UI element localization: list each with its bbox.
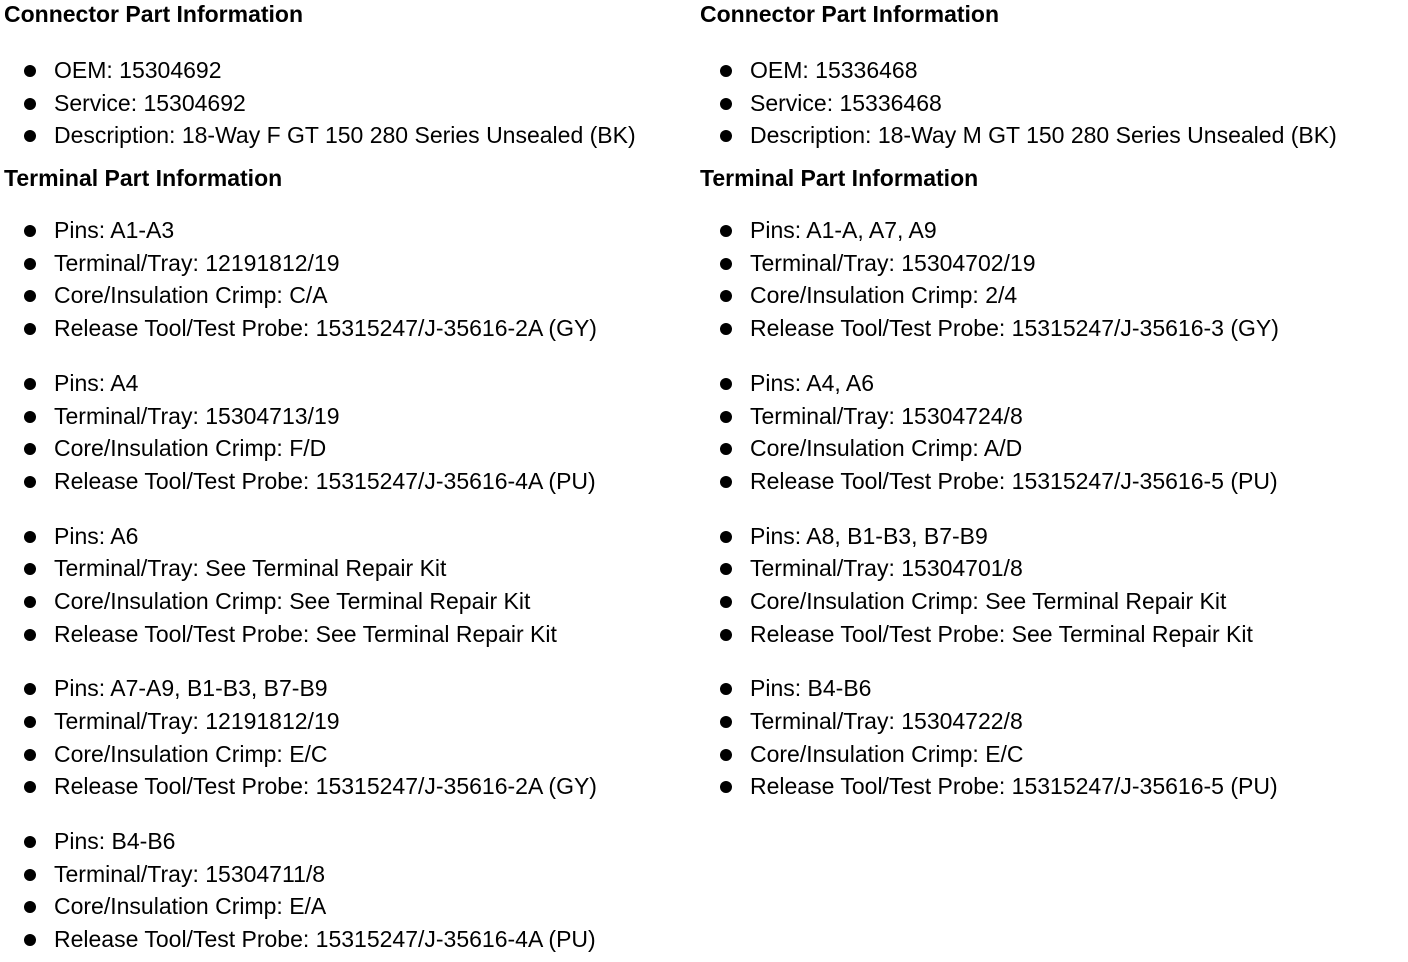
crimp-item [4,279,694,312]
pins-item [700,367,1400,400]
release-tool-item [4,770,694,803]
bullet-icon [720,323,732,335]
item-text: Service: 15304692 [54,89,246,116]
left-connector-column [4,0,694,956]
item-text: Core/Insulation Crimp: F/D [54,435,327,462]
terminal-group [700,672,1400,803]
connector-service-item [4,87,694,120]
release-tool-item [700,312,1400,345]
terminal-tray-item [700,247,1400,280]
bullet-icon [24,65,36,77]
item-text: Release Tool/Test Probe: 15315247/J-35616-4A (PU) [54,467,596,494]
bullet-icon [24,443,36,455]
terminal-tray-item [4,552,694,585]
bullet-icon [720,531,732,543]
bullet-icon [720,563,732,575]
bullet-icon [24,716,36,728]
item-text: Terminal/Tray: 12191812/19 [54,708,340,734]
item-text: Release Tool/Test Probe: 15315247/J-35616-3 (GY) [750,315,1279,342]
bullet-icon [24,869,36,881]
bullet-icon [24,781,36,793]
terminal-group [4,214,694,345]
pins-item [4,214,694,247]
item-text: Description: 18-Way F GT 150 280 Series Unsealed (BK) [54,122,636,149]
bullet-icon [720,716,732,728]
pins-item [4,367,694,400]
item-text: Pins: B4-B6 [750,675,872,702]
release-tool-item [4,465,694,498]
item-text: Release Tool/Test Probe: 15315247/J-35616-5 (PU) [750,773,1278,800]
item-text: Core/Insulation Crimp: A/D [750,435,1023,462]
bullet-icon [24,596,36,608]
terminal-group [700,367,1400,498]
bullet-icon [720,258,732,270]
item-text: Pins: A4, A6 [750,369,875,396]
connector-description-item [700,119,1400,152]
bullet-icon [24,378,36,390]
item-text: Release Tool/Test Probe: See Terminal Repair Kit [54,620,557,647]
item-text: Core/Insulation Crimp: 2/4 [750,282,1018,309]
crimp-item [4,432,694,465]
bullet-icon [720,596,732,608]
item-text: Terminal/Tray: See Terminal Repair Kit [54,555,447,582]
terminal-tray-item [4,705,694,738]
pins-item [4,520,694,553]
terminal-group [4,520,694,651]
release-tool-item [4,618,694,651]
pins-item [4,825,694,858]
item-text: OEM: 15304692 [54,57,222,83]
bullet-icon [24,323,36,335]
item-text: Terminal/Tray: 15304701/8 [750,555,1023,582]
item-text: Pins: A8, B1-B3, B7-B9 [750,522,988,549]
bullet-icon [24,563,36,575]
bullet-icon [24,98,36,110]
item-text: Terminal/Tray: 15304713/19 [54,402,340,429]
crimp-item [700,279,1400,312]
item-text: Terminal/Tray: 15304711/8 [54,860,326,887]
terminal-tray-item [4,858,694,891]
item-text: Terminal/Tray: 15304702/19 [750,249,1036,276]
terminal-tray-item [700,400,1400,433]
terminal-tray-item [4,400,694,433]
item-text: Core/Insulation Crimp: See Terminal Repair Kit [54,587,531,614]
crimp-item [4,890,694,923]
terminal-group [4,825,694,956]
connector-oem-item [700,54,1400,87]
bullet-icon [720,781,732,793]
bullet-icon [720,443,732,455]
item-text: Pins: A1-A3 [54,217,175,244]
bullet-icon [720,65,732,77]
bullet-icon [720,98,732,110]
bullet-icon [720,378,732,390]
terminal-group [700,214,1400,345]
item-text: Release Tool/Test Probe: 15315247/J-35616-5 (PU) [750,467,1278,494]
bullet-icon [720,411,732,423]
release-tool-item [700,618,1400,651]
bullet-icon [720,749,732,761]
item-text: Release Tool/Test Probe: 15315247/J-35616-2A (GY) [54,315,597,342]
bullet-icon [24,130,36,142]
bullet-icon [24,225,36,237]
terminal-group [4,672,694,803]
item-text: Pins: A4 [54,369,139,396]
item-text: Core/Insulation Crimp: E/C [54,740,328,767]
release-tool-item [700,770,1400,803]
item-text: Description: 18-Way M GT 150 280 Series Unsealed (BK) [750,122,1337,149]
item-text: Release Tool/Test Probe: 15315247/J-35616-4A (PU) [54,926,596,953]
bullet-icon [24,258,36,270]
item-text: Core/Insulation Crimp: C/A [54,282,328,309]
bullet-icon [720,225,732,237]
release-tool-item [4,312,694,345]
bullet-icon [24,476,36,488]
terminal-part-heading: Terminal Part Information [4,165,283,192]
bullet-icon [24,290,36,302]
item-text: Release Tool/Test Probe: See Terminal Repair Kit [750,620,1253,647]
terminal-group [4,367,694,498]
crimp-item [700,585,1400,618]
pins-item [4,672,694,705]
terminal-tray-item [700,705,1400,738]
bullet-icon [24,749,36,761]
terminal-tray-item [700,552,1400,585]
connector-oem-item [4,54,694,87]
bullet-icon [720,290,732,302]
connector-description-item [4,119,694,152]
bullet-icon [24,901,36,913]
item-text: Pins: A6 [54,522,139,549]
bullet-icon [24,836,36,848]
bullet-icon [24,531,36,543]
item-text: Core/Insulation Crimp: E/C [750,740,1024,767]
bullet-icon [720,629,732,641]
bullet-icon [24,411,36,423]
bullet-icon [24,934,36,946]
item-text: OEM: 15336468 [750,57,918,83]
item-text: Terminal/Tray: 12191812/19 [54,249,340,276]
pins-item [700,214,1400,247]
crimp-item [700,432,1400,465]
bullet-icon [720,476,732,488]
connector-part-heading: Connector Part Information [700,1,1000,27]
pins-item [700,520,1400,553]
connector-part-heading: Connector Part Information [4,1,304,27]
bullet-icon [24,683,36,695]
bullet-icon [24,629,36,641]
item-text: Terminal/Tray: 15304722/8 [750,708,1023,734]
right-connector-column [700,0,1400,803]
connector-info-list [4,54,694,152]
item-text: Pins: A7-A9, B1-B3, B7-B9 [54,675,328,702]
pins-item [700,672,1400,705]
item-text: Pins: B4-B6 [54,828,176,855]
crimp-item [700,738,1400,771]
item-text: Core/Insulation Crimp: E/A [54,893,327,920]
item-text: Core/Insulation Crimp: See Terminal Repair Kit [750,587,1227,614]
item-text: Pins: A1-A, A7, A9 [750,217,937,244]
release-tool-item [4,923,694,956]
bullet-icon [720,130,732,142]
release-tool-item [700,465,1400,498]
terminal-tray-item [4,247,694,280]
connector-info-list [700,54,1400,152]
terminal-group [700,520,1400,651]
item-text: Release Tool/Test Probe: 15315247/J-35616-2A (GY) [54,773,597,800]
crimp-item [4,738,694,771]
item-text: Service: 15336468 [750,89,942,116]
bullet-icon [720,683,732,695]
connector-service-item [700,87,1400,120]
item-text: Terminal/Tray: 15304724/8 [750,402,1023,429]
terminal-part-heading: Terminal Part Information [700,165,979,192]
crimp-item [4,585,694,618]
